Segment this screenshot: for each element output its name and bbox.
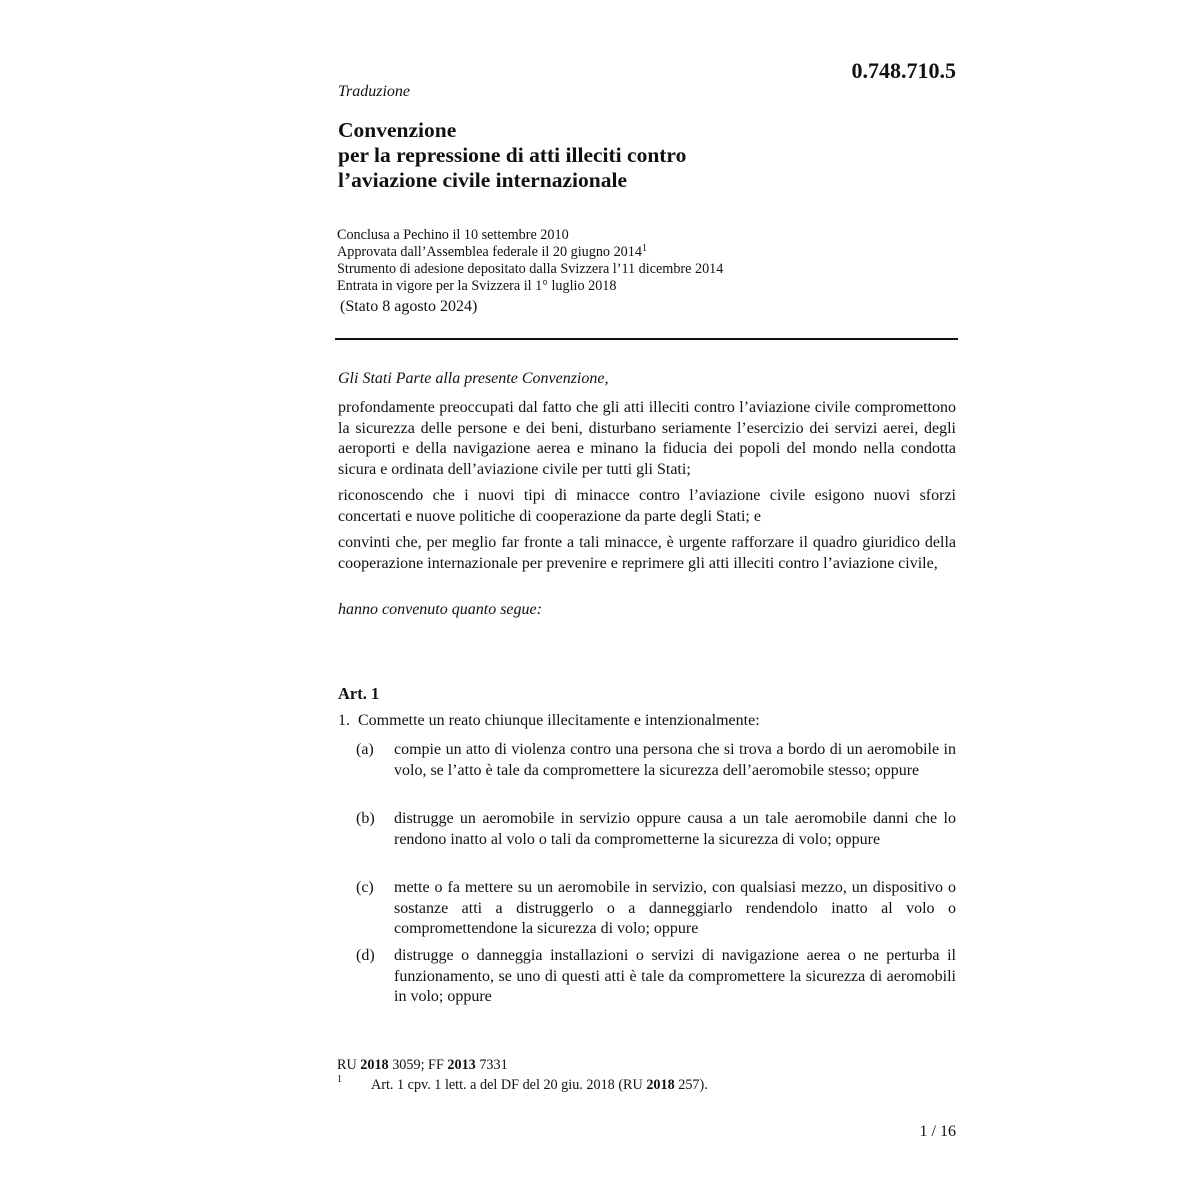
footnote-text-b: 257). [678,1077,708,1093]
document-metadata [337,227,723,295]
title-line: l’aviazione civile internazionale [338,168,628,192]
footnote [337,1074,957,1094]
header-divider [335,338,958,340]
preamble-paragraph: profondamente preoccupati dal fatto che gli atti illeciti contro l’aviazione civile compromettono la sicurezza delle persone e dei beni, disturbano seriamente l’esercizio dei servizi aerei, degli aeroporti e della navigazione aerea e minano la fiducia dei popoli del mondo nella condotta sicura e ordinata dell’aviazione civile per tutti gli Stati; [338,399,956,478]
preamble-paragraph: convinti che, per meglio far fronte a tali minacce, è urgente rafforzare il quadro giuridico della cooperazione internazionale per prevenire e reprimere gli atti illeciti contro l’aviazione civile, [338,534,956,572]
item-text: distrugge un aeromobile in servizio oppure causa a un tale aeromobile danni che lo rendono inatto al volo o tali da comprometterne la sicurezza di volo; oppure [394,810,956,848]
item-text: mette o fa mettere su un aeromobile in servizio, con qualsiasi mezzo, un dispositivo o sostanze atti a distruggerlo o a danneggiarlo rendendolo inatto al volo o compromettendone la sicurezza di volo; oppure [394,879,956,937]
footnote-number: 1 [337,1074,342,1085]
article-item [356,809,956,850]
title-line: Convenzione [338,118,457,142]
meta-approved [337,244,723,261]
document-title [338,118,958,193]
ref-page: 7331 [479,1057,508,1073]
ref-year: 2013 [447,1057,476,1073]
meta-deposited: Strumento di adesione depositato dalla Svizzera l’11 dicembre 2014 [337,261,724,277]
item-label: (d) [356,947,375,964]
preamble-paragraph: riconoscendo che i nuovi tipi di minacce contro l’aviazione civile esigono nuovi sforzi concertati e nuove politiche di cooperazione da parte degli Stati; e [338,487,956,525]
article-item [356,740,956,781]
footnote-text-a: Art. 1 cpv. 1 lett. a del DF del 20 giu. 2018 (RU [371,1077,643,1093]
meta-approved-text: Approvata dall’Assemblea federale il 20 giugno 2014 [337,244,642,260]
article-heading: Art. 1 [338,684,380,703]
item-label: (b) [356,810,375,827]
meta-concluded: Conclusa a Pechino il 10 settembre 2010 [337,227,569,243]
preamble-opening: Gli Stati Parte alla presente Convenzione, [338,370,609,387]
title-line: per la repressione di atti illeciti contro [338,143,687,167]
status-date: (Stato 8 agosto 2024) [340,298,478,315]
footnote-mark[interactable]: 1 [641,243,647,254]
official-reference [337,1057,508,1074]
ref-prefix: RU [337,1057,357,1073]
item-text: compie un atto di violenza contro una persona che si trova a bordo di un aeromobile in volo, se l’atto è tale da compromettere la sicurezza dell’aeromobile stesso; oppure [394,741,956,779]
item-label: (a) [356,741,374,758]
item-text: distrugge o danneggia installazioni o servizi di navigazione aerea o ne perturba il funzionamento, se uno di questi atti è tale da compromettere la sicurezza di aeromobili in volo; oppure [394,947,956,1005]
ref-year: 2018 [360,1057,389,1073]
ref-page: 3059; FF [392,1057,444,1073]
article-item [356,878,956,940]
item-label: (c) [356,879,374,896]
translation-label: Traduzione [338,83,411,100]
preamble-closing: hanno convenuto quanto segue: [338,601,542,618]
footnote-text [371,1077,957,1094]
article-item [356,946,956,1008]
meta-in-force: Entrata in vigore per la Svizzera il 1° luglio 2018 [337,278,617,294]
footnote-year: 2018 [646,1077,675,1093]
article-intro: 1. Commette un reato chiunque illecitamente e intenzionalmente: [338,712,760,729]
sr-number: 0.748.710.5 [851,58,956,83]
page-number: 1 / 16 [919,1123,956,1140]
